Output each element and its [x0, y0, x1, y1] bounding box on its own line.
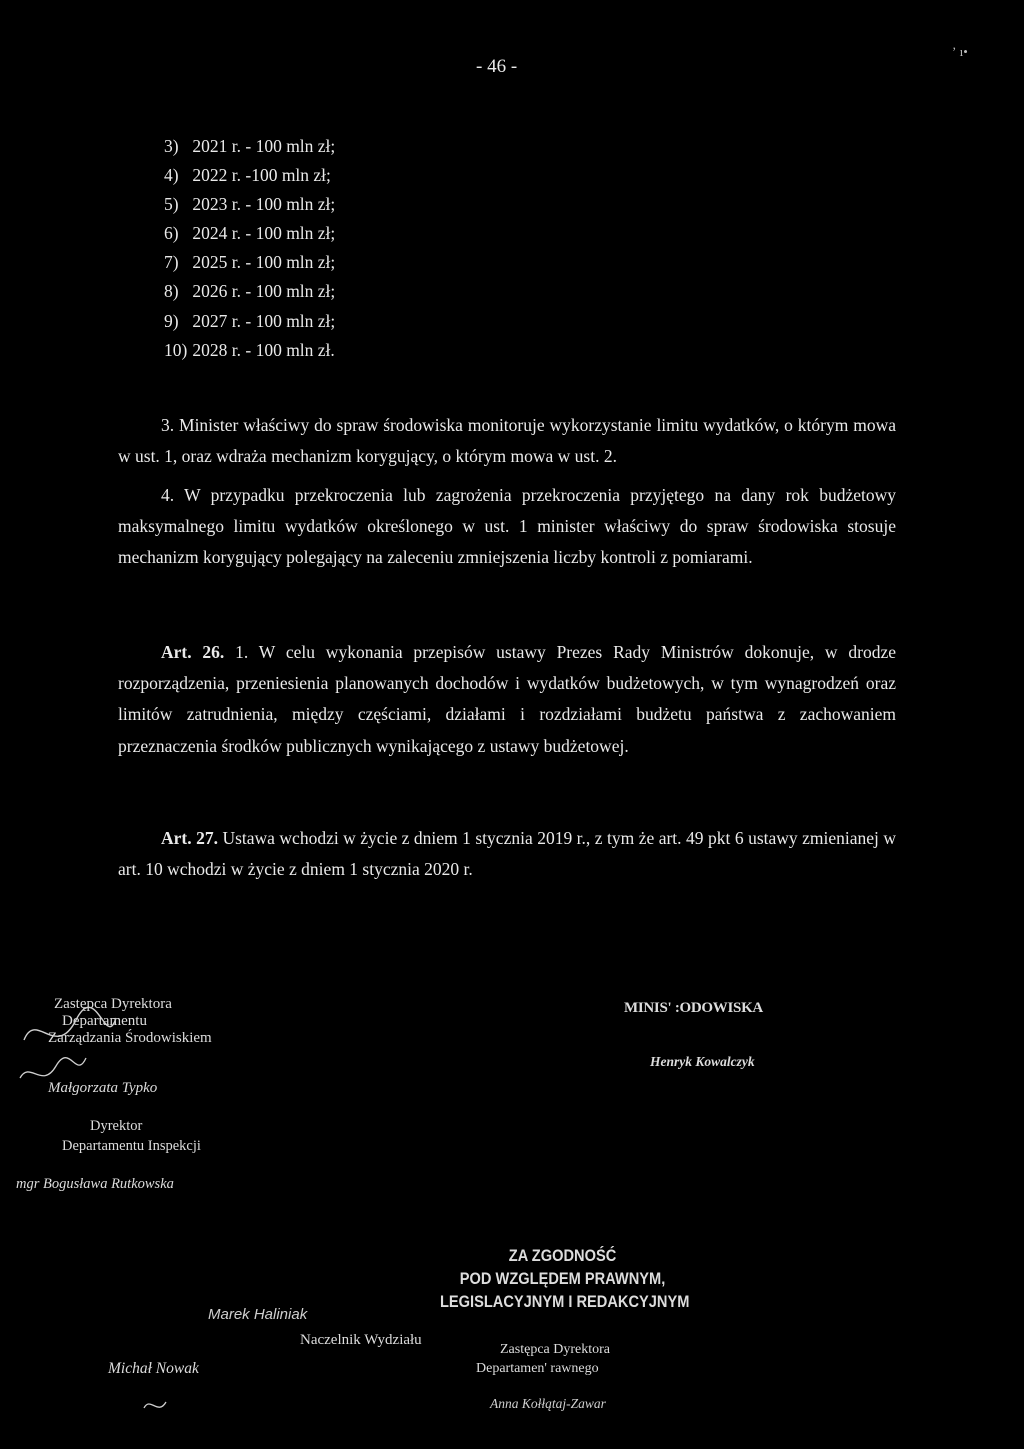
stamp-left-line-2: Departamentu [62, 1013, 147, 1029]
list-item: 7) 2025 r. - 100 mln zł; [164, 252, 336, 273]
signatory-name-haliniak: Marek Haliniak [208, 1306, 308, 1323]
list-item: 8) 2026 r. - 100 mln zł; [164, 281, 336, 302]
article-27-label: Art. 27. [161, 828, 218, 848]
stamp-left-director [62, 1116, 201, 1156]
signatory-name-anna: Anna Kołłątaj-Zawar [490, 1396, 606, 1411]
legal-stamp-line-3: LEGISLACYJNYM I REDAKCYJNYM [440, 1292, 690, 1311]
article-26-label: Art. 26. [161, 642, 225, 662]
legal-stamp-line-1: ZA ZGODNOŚĆ [508, 1246, 617, 1265]
director-title: Dyrektor [90, 1118, 143, 1134]
legal-compliance-stamp [440, 1244, 690, 1313]
list-item: 10) 2028 r. - 100 mln zł. [164, 339, 335, 360]
handwritten-signature-1 [16, 1000, 126, 1090]
paragraph-3: 3. Minister właściwy do spraw środowiska monitoruje wykorzystanie limitu wydatków, o którym mowa w ust. 1, oraz wdraża mechanizm korygujący, o którym mowa w ust. 2. [118, 415, 896, 467]
signatory-name-rutkowska: mgr Bogusława Rutkowska [16, 1176, 174, 1192]
article-26 [118, 637, 896, 762]
deputy-department: Departamen' rawnego [476, 1361, 599, 1376]
director-department: Departamentu Inspekcji [62, 1138, 201, 1154]
limit-list [164, 132, 335, 365]
article-26-text: 1. W celu wykonania przepisów ustawy Prezes Rady Ministrów dokonuje, w drodze rozporządzenia, przeniesienia planowanych dochodów i wydatków budżetowych, w tym wynagrodzeń oraz limitów zatrudnienia, między częściami, działami i rozdziałami budżetu państwa z zachowaniem przeznaczenia środków publicznych wynikającego z ustawy budżetowej. [118, 642, 897, 756]
minister-name: Henryk Kowalczyk [650, 1054, 755, 1069]
corner-mark: ʼ ı• [952, 44, 968, 59]
signatory-name-typko: Małgorzata Typko [48, 1080, 158, 1096]
minister-stamp-title: MINIS' :ODOWISKA [624, 1000, 763, 1016]
legal-stamp-line-2: POD WZGLĘDEM PRAWNYM, [459, 1269, 666, 1288]
article-27 [118, 823, 896, 885]
stamp-left-line-3: Zarządzania Środowiskiem [48, 1030, 212, 1046]
signatory-role-naczelnik: Naczelnik Wydziału [300, 1332, 422, 1348]
deputy-title: Zastępca Dyrektora [500, 1342, 610, 1357]
paragraph-4: 4. W przypadku przekroczenia lub zagrożenia przekroczenia przyjętego na dany rok budżetowy maksymalnego limitu wydatków określonego w ust. 1 minister właściwy do spraw środowiska stosuje mechanizm korygujący polegający na zaleceniu zmniejszenia liczby kontroli z pomiarami. [118, 485, 896, 568]
list-item: 4) 2022 r. -100 mln zł; [164, 165, 331, 186]
signatory-role-deputy [476, 1340, 610, 1378]
list-item: 3) 2021 r. - 100 mln zł; [164, 136, 336, 156]
page-number: - 46 - [476, 56, 518, 77]
list-item: 5) 2023 r. - 100 mln zł; [164, 194, 336, 215]
article-27-text: Ustawa wchodzi w życie z dniem 1 stycznia 2019 r., z tym że art. 49 pkt 6 ustawy zmienianej w art. 10 wchodzi w życie z dniem 1 stycznia 2020 r. [118, 828, 897, 880]
stamp-left-line-1: Zastępca Dyrektora [54, 996, 172, 1012]
list-item: 9) 2027 r. - 100 mln zł; [164, 310, 336, 331]
list-item: 6) 2024 r. - 100 mln zł; [164, 223, 336, 244]
initials-mark [140, 1394, 180, 1418]
signatory-name-nowak: Michał Nowak [108, 1360, 199, 1377]
